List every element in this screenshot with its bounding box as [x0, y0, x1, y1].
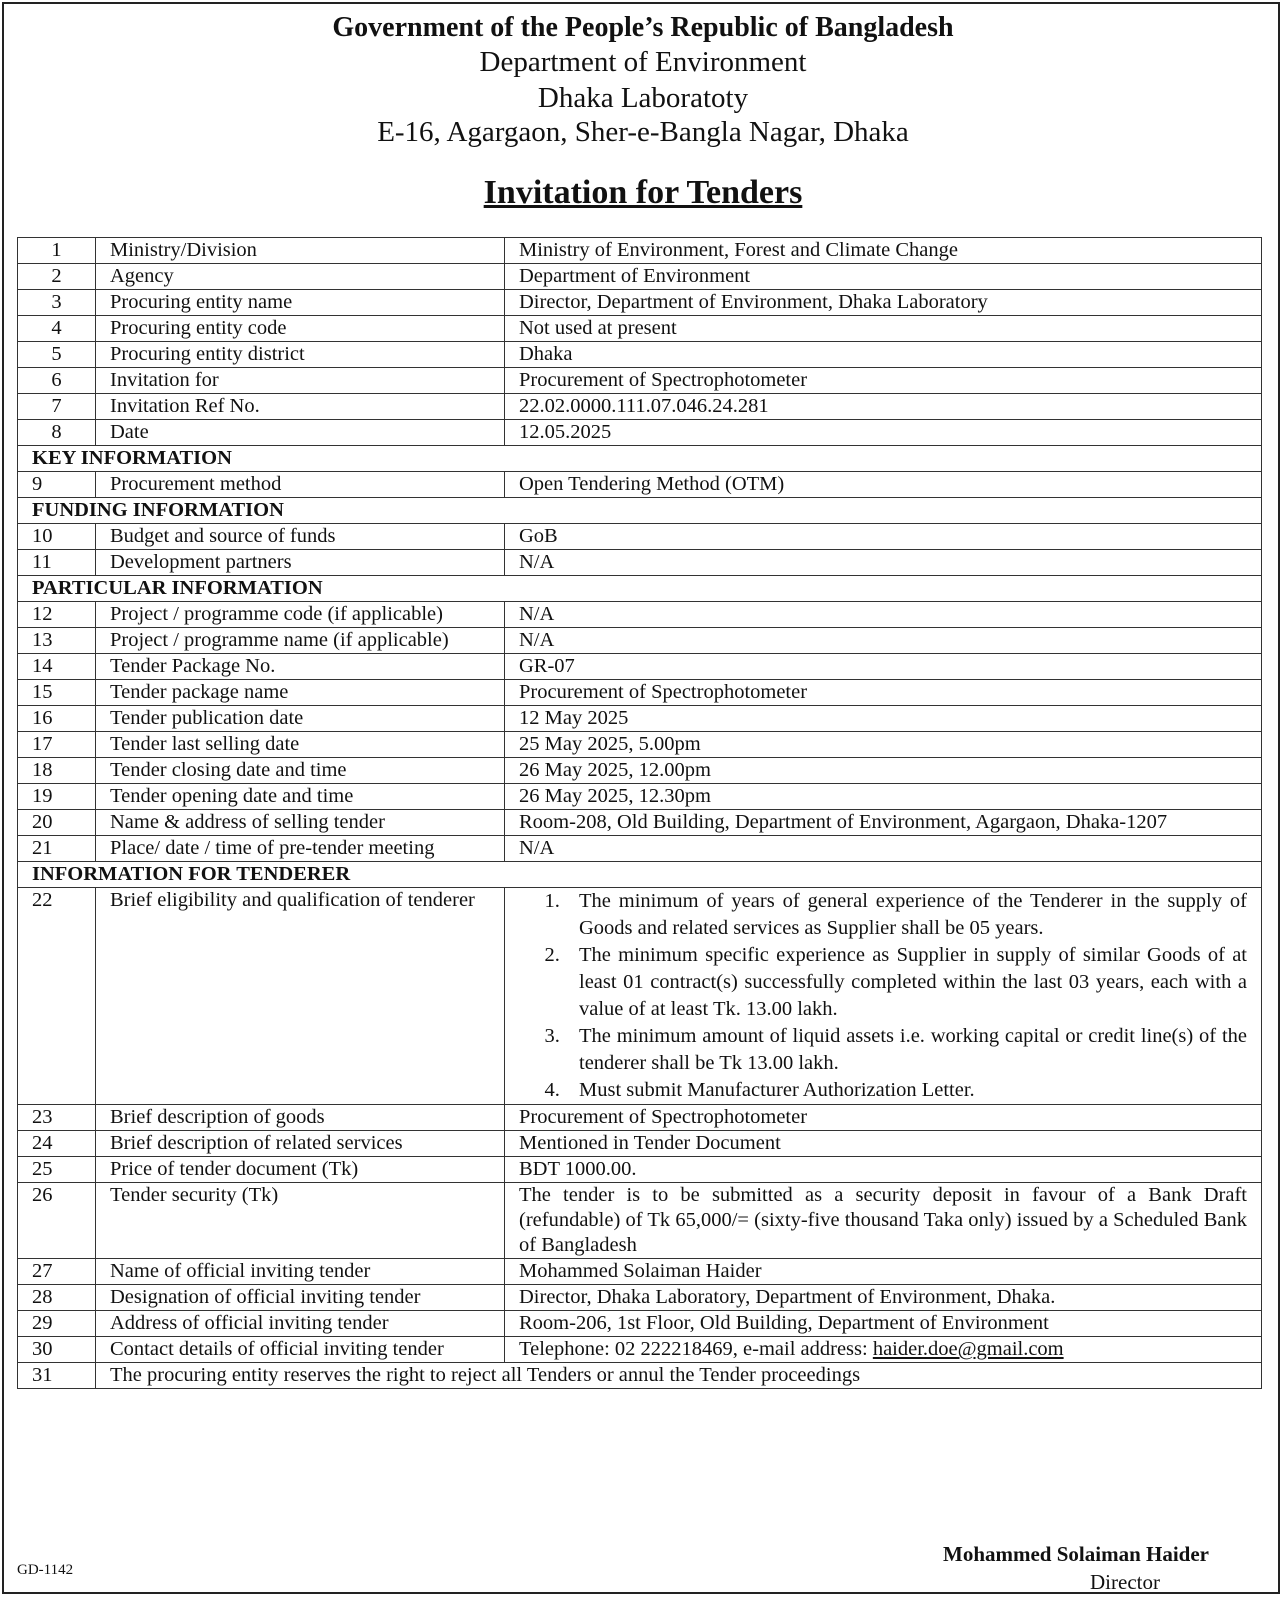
row-value: Director, Department of Environment, Dhaka Laboratory [505, 290, 1262, 316]
row-value: BDT 1000.00. [505, 1157, 1262, 1183]
row-label: Tender package name [96, 680, 505, 706]
row-value: Ministry of Environment, Forest and Climate Change [505, 238, 1262, 264]
table-row [18, 290, 1262, 316]
table-row [18, 342, 1262, 368]
row-value: Open Tendering Method (OTM) [505, 472, 1262, 498]
row-value: Not used at present [505, 316, 1262, 342]
row-number: 28 [18, 1285, 96, 1311]
signatory-title: Director [1090, 1570, 1160, 1594]
row-label: Development partners [96, 550, 505, 576]
row-label: Project / programme code (if applicable) [96, 602, 505, 628]
row-label: Procuring entity code [96, 316, 505, 342]
table-row [18, 1105, 1262, 1131]
section-heading: FUNDING INFORMATION [18, 498, 1262, 524]
row-number: 8 [18, 420, 96, 446]
contact-text: Telephone: 02 222218469, e-mail address: [519, 1338, 873, 1360]
row-label: Invitation for [96, 368, 505, 394]
general-rows [18, 238, 1262, 446]
document-code: GD-1142 [17, 1562, 74, 1578]
row-number: 9 [18, 472, 96, 498]
row-value: N/A [505, 836, 1262, 862]
table-row [18, 758, 1262, 784]
row-value: N/A [505, 602, 1262, 628]
table-row [18, 1157, 1262, 1183]
row-number: 18 [18, 758, 96, 784]
section-row [18, 576, 1262, 602]
row-label: Budget and source of funds [96, 524, 505, 550]
row-value: Mohammed Solaiman Haider [505, 1259, 1262, 1285]
particular-section [18, 576, 1262, 602]
row-value [505, 888, 1262, 1105]
table-row [18, 706, 1262, 732]
row-number: 30 [18, 1337, 96, 1363]
govt-heading: Government of the People’s Republic of Bangladesh [332, 12, 954, 43]
row-number: 4 [18, 316, 96, 342]
row-number: 3 [18, 290, 96, 316]
row-number: 7 [18, 394, 96, 420]
row-label: Project / programme name (if applicable) [96, 628, 505, 654]
row-number: 24 [18, 1131, 96, 1157]
row-value: Director, Dhaka Laboratory, Department of Environment, Dhaka. [505, 1285, 1262, 1311]
section-heading: INFORMATION FOR TENDERER [18, 862, 1262, 888]
table-row [18, 810, 1262, 836]
row-value: 22.02.0000.111.07.046.24.281 [505, 394, 1262, 420]
row-label: Ministry/Division [96, 238, 505, 264]
row-label: Price of tender document (Tk) [96, 1157, 505, 1183]
row-number: 5 [18, 342, 96, 368]
row-label: Tender security (Tk) [96, 1183, 505, 1259]
row-number: 1 [18, 238, 96, 264]
page-title: Invitation for Tenders [483, 174, 803, 211]
table-row [18, 1131, 1262, 1157]
row-label: Procuring entity name [96, 290, 505, 316]
tenderer-section [18, 862, 1262, 1105]
funding-rows [18, 524, 1262, 576]
row-value [505, 1337, 1262, 1363]
table-row [18, 654, 1262, 680]
key-section [18, 446, 1262, 472]
table-row [18, 888, 1262, 1105]
table-row [18, 1183, 1262, 1259]
table-row [18, 1259, 1262, 1285]
row-label: Address of official inviting tender [96, 1311, 505, 1337]
row-value: Procurement of Spectrophotometer [505, 368, 1262, 394]
section-row [18, 498, 1262, 524]
row-value: Mentioned in Tender Document [505, 1131, 1262, 1157]
row-value: GoB [505, 524, 1262, 550]
table-row [18, 602, 1262, 628]
row-number: 26 [18, 1183, 96, 1259]
row-value: 12.05.2025 [505, 420, 1262, 446]
row-label: Tender closing date and time [96, 758, 505, 784]
row-value: N/A [505, 628, 1262, 654]
table-row [18, 1363, 1262, 1389]
row-label: Brief description of related services [96, 1131, 505, 1157]
row-number: 2 [18, 264, 96, 290]
row-number: 29 [18, 1311, 96, 1337]
row-label: Brief description of goods [96, 1105, 505, 1131]
row-value: 12 May 2025 [505, 706, 1262, 732]
row-value: 26 May 2025, 12.30pm [505, 784, 1262, 810]
row-number: 25 [18, 1157, 96, 1183]
tenderer-rows [18, 1105, 1262, 1337]
row-number: 14 [18, 654, 96, 680]
particular-rows [18, 602, 1262, 862]
closing-rows [18, 1337, 1262, 1389]
row-number: 20 [18, 810, 96, 836]
laboratory-heading: Dhaka Laboratoty [537, 82, 749, 114]
row-label: Invitation Ref No. [96, 394, 505, 420]
table-row [18, 1285, 1262, 1311]
table-row [18, 394, 1262, 420]
funding-section [18, 498, 1262, 524]
table-row [18, 1337, 1262, 1363]
row-label: Tender publication date [96, 706, 505, 732]
email-link[interactable]: haider.doe@gmail.com [872, 1338, 1064, 1360]
table-row [18, 316, 1262, 342]
list-item: 3. The minimum amount of liquid assets i.e. working capital or credit line(s) of the tenderer shall be Tk 13.00 lakh. [565, 1023, 1247, 1077]
row-label: Tender last selling date [96, 732, 505, 758]
row-number: 23 [18, 1105, 96, 1131]
row-label: Tender opening date and time [96, 784, 505, 810]
table-row [18, 1311, 1262, 1337]
department-heading: Department of Environment [479, 46, 807, 78]
table-row [18, 784, 1262, 810]
table-row [18, 550, 1262, 576]
row-statement: The procuring entity reserves the right to reject all Tenders or annul the Tender proceedings [96, 1363, 1262, 1389]
row-label: Tender Package No. [96, 654, 505, 680]
table-row [18, 264, 1262, 290]
row-number: 10 [18, 524, 96, 550]
table-row [18, 524, 1262, 550]
row-number: 16 [18, 706, 96, 732]
row-value: Procurement of Spectrophotometer [505, 1105, 1262, 1131]
table-row [18, 732, 1262, 758]
row-number: 12 [18, 602, 96, 628]
eligibility-list [519, 888, 1247, 1104]
row-value: Room-208, Old Building, Department of Environment, Agargaon, Dhaka-1207 [505, 810, 1262, 836]
row-value: Department of Environment [505, 264, 1262, 290]
row-label: Procuring entity district [96, 342, 505, 368]
row-label: Place/ date / time of pre-tender meeting [96, 836, 505, 862]
list-item: 1. The minimum of years of general experience of the Tenderer in the supply of Goods and related services as Supplier shall be 05 years. [565, 888, 1247, 942]
row-label: Date [96, 420, 505, 446]
row-value: N/A [505, 550, 1262, 576]
row-label: Name of official inviting tender [96, 1259, 505, 1285]
list-item: 2. The minimum specific experience as Supplier in supply of similar Goods of at least 01 contract(s) successfully completed within the last 03 years, each with a value of at least Tk. 13.00 lakh. [565, 942, 1247, 1023]
table-row [18, 238, 1262, 264]
row-value: Dhaka [505, 342, 1262, 368]
row-number: 11 [18, 550, 96, 576]
section-row [18, 862, 1262, 888]
row-label: Name & address of selling tender [96, 810, 505, 836]
row-number: 15 [18, 680, 96, 706]
list-item: 4. Must submit Manufacturer Authorization Letter. [565, 1077, 1247, 1104]
row-value: Procurement of Spectrophotometer [505, 680, 1262, 706]
table-row [18, 472, 1262, 498]
row-number: 19 [18, 784, 96, 810]
row-label: Procurement method [96, 472, 505, 498]
row-value: 26 May 2025, 12.00pm [505, 758, 1262, 784]
row-label: Contact details of official inviting tender [96, 1337, 505, 1363]
address-heading: E-16, Agargaon, Sher-e-Bangla Nagar, Dhaka [377, 116, 909, 148]
row-value: Room-206, 1st Floor, Old Building, Department of Environment [505, 1311, 1262, 1337]
signatory-name: Mohammed Solaiman Haider [943, 1542, 1209, 1566]
row-value: GR-07 [505, 654, 1262, 680]
row-value: The tender is to be submitted as a security deposit in favour of a Bank Draft (refundable) of Tk 65,000/= (sixty-five thousand Taka only) issued by a Scheduled Bank of Bangladesh [505, 1183, 1262, 1259]
row-number: 31 [18, 1363, 96, 1389]
row-number: 27 [18, 1259, 96, 1285]
table-row [18, 628, 1262, 654]
table-row [18, 420, 1262, 446]
key-rows [18, 472, 1262, 498]
row-number: 6 [18, 368, 96, 394]
tender-table [17, 237, 1262, 1389]
section-heading: KEY INFORMATION [18, 446, 1262, 472]
section-heading: PARTICULAR INFORMATION [18, 576, 1262, 602]
row-label: Agency [96, 264, 505, 290]
row-number: 21 [18, 836, 96, 862]
row-number: 22 [18, 888, 96, 1105]
row-number: 17 [18, 732, 96, 758]
table-row [18, 680, 1262, 706]
section-row [18, 446, 1262, 472]
row-label: Brief eligibility and qualification of tenderer [96, 888, 505, 1105]
table-row [18, 836, 1262, 862]
row-number: 13 [18, 628, 96, 654]
table-row [18, 368, 1262, 394]
row-label: Designation of official inviting tender [96, 1285, 505, 1311]
row-value: 25 May 2025, 5.00pm [505, 732, 1262, 758]
